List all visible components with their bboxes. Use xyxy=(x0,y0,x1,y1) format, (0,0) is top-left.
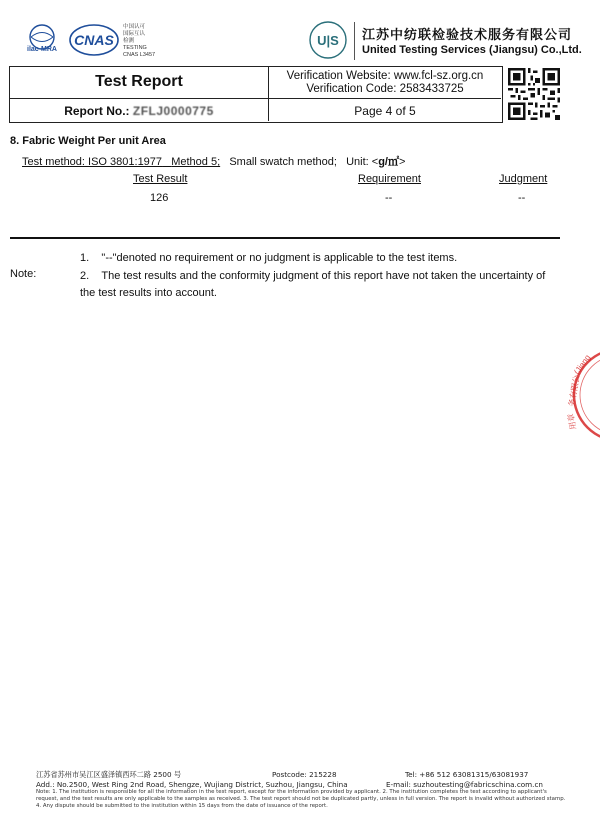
value-judgment: -- xyxy=(518,192,526,204)
cnas-side-cn1: 中国认可 xyxy=(123,24,146,30)
footer-tel: Tel: +86 512 63081315/63081937 xyxy=(405,770,529,779)
cnas-label: CNAS xyxy=(74,32,114,48)
value-requirement: -- xyxy=(385,192,393,204)
page-number: Page 4 of 5 xyxy=(354,104,416,118)
ilac-label: ilac-MRA xyxy=(27,46,57,53)
report-number xyxy=(10,104,268,118)
cnas-side-en1: TESTING xyxy=(123,45,147,51)
company-seal xyxy=(560,345,600,445)
method-description: Small swatch method; xyxy=(229,156,337,168)
cnas-accreditation-text xyxy=(123,24,173,59)
report-no-label: Report No.: xyxy=(64,104,130,118)
company-name-en: United Testing Services (Jiangsu) Co.,Ltd. xyxy=(362,44,582,56)
test-method-line xyxy=(22,153,405,169)
uts-logo-text: U|S xyxy=(317,33,339,48)
cnas-side-cn3: 检测 xyxy=(123,38,135,44)
table-divider-horizontal xyxy=(10,98,501,99)
footer-note: Note: 1. The institution is responsible for all the information in the test report, except for the information provided by applicant. 2. The institution completes the test according to applicant's request, and the test results are only applicable to the samples as received. 3. The test report should not be duplicated partly, unless in full version. The report is invalid without authorized stamp. 4. Any dispute should be submitted to the institution within 15 days from the date of issuance of the report. xyxy=(36,789,566,810)
section-divider xyxy=(10,237,560,239)
footer-email: E-mail: suzhoutesting@fabricschina.com.cn xyxy=(386,780,543,789)
verification-website: Verification Website: www.fcl-sz.org.cn xyxy=(286,70,484,82)
header-divider xyxy=(354,22,355,60)
uts-logo xyxy=(306,20,350,62)
ilac-mra-logo xyxy=(22,24,62,56)
verification-code: Verification Code: 2583433725 xyxy=(306,83,464,95)
report-no-value: ZFLJ0000775 xyxy=(132,104,214,118)
method-number: Method 5; xyxy=(171,156,221,168)
unit-close: > xyxy=(398,156,406,168)
verification-info xyxy=(269,70,501,96)
note-item-2 xyxy=(80,268,558,302)
unit-value: g/㎡ xyxy=(378,156,399,168)
note-item-1 xyxy=(80,252,457,264)
section-title: 8. Fabric Weight Per unit Area xyxy=(10,135,166,147)
footer-address-cn: 江苏省苏州市吴江区盛泽镇西环二路 2500 号 xyxy=(36,770,182,779)
note-1-number: 1. xyxy=(80,252,90,264)
column-test-result: Test Result xyxy=(133,173,188,185)
unit-label: Unit: < xyxy=(346,156,379,168)
note-2-text: The test results and the conformity judgment of this report have not taken the uncertainty of the test results into account. xyxy=(80,270,546,299)
method-label: Test method: ISO 3801:1977 xyxy=(22,156,163,168)
company-name-cn: 江苏中纺联检验技术服务有限公司 xyxy=(362,28,573,43)
cnas-side-cn2: 国际互认 xyxy=(123,31,146,37)
footer-postcode: Postcode: 215228 xyxy=(272,770,337,779)
column-requirement: Requirement xyxy=(358,173,421,185)
note-label: Note: xyxy=(10,268,37,280)
report-title: Test Report xyxy=(95,73,183,90)
cnas-side-en2: CNAS L3457 xyxy=(123,52,156,58)
note-1-text: "--"denoted no requirement or no judgment is applicable to the test items. xyxy=(101,252,458,264)
svg-text:务有限公: 务有限公 xyxy=(567,374,582,408)
column-judgment: Judgment xyxy=(499,173,548,185)
value-test-result: 126 xyxy=(150,192,169,204)
svg-text:用章: 用章 xyxy=(566,412,578,431)
note-2-number: 2. xyxy=(80,270,90,282)
qr-code xyxy=(508,68,560,120)
svg-text:(Jiang: (Jiang xyxy=(572,353,593,377)
footer-address-en: Add.: No.2500, West Ring 2nd Road, Shengze, Wujiang District, Suzhou, Jiangsu, China xyxy=(36,780,348,789)
cnas-logo xyxy=(68,22,120,58)
report-header-table xyxy=(9,66,503,123)
